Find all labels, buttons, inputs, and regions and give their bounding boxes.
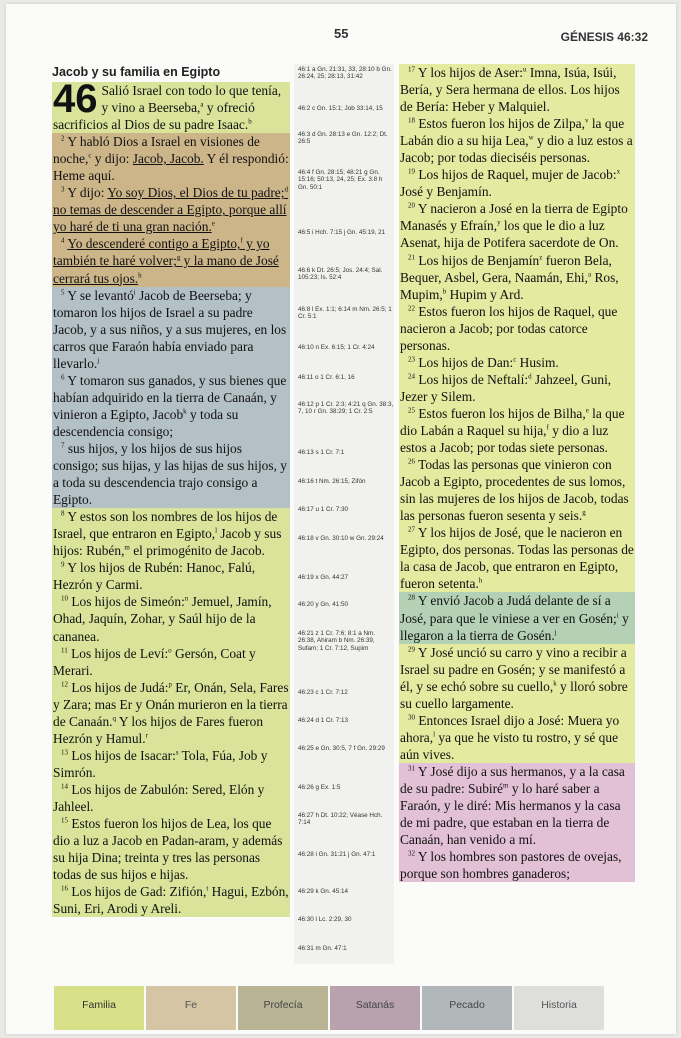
cross-reference: 46:26 g Ex. 1:5: [298, 784, 341, 791]
verse: $^{20}$ Y nacieron a José en la tierra de Egipto Manasés y Efraín,$^y$ los que le dio a luz Asenat, hija de Potifera sacerdote de On.: [399, 200, 635, 251]
verse: $^{22}$ Estos fueron los hijos de Raquel, que nacieron a Jacob; por todas catorce personas.: [399, 303, 635, 354]
verse: $^4$ Yo descenderé contigo a Egipto,$^f$ y yo también te haré volver;$^g$ y la mano de José cerrará tus ojos.$^h$: [52, 235, 290, 286]
verse: $^{17}$ Y los hijos de Aser:$^u$ Imna, Isúa, Isúi, Bería, y Sera hermana de ellos. Los hijos de Bería: Heber y Malquiel.: [399, 64, 635, 115]
legend-swatch-3: Satanás: [330, 986, 420, 1030]
verse: $^3$ Y dijo: Yo soy Dios, el Dios de tu padre;$^d$ no temas de descender a Egipto, porque allí yo haré de ti una gran nación.$^e$: [52, 184, 290, 235]
section-title: Jacob y su familia en Egipto: [52, 65, 221, 79]
cross-reference: 46:16 t Nm. 26:15, Zifón: [298, 478, 366, 485]
verse: $^9$ Y los hijos de Rubén: Hanoc, Falú, Hezrón y Carmi.: [52, 559, 290, 593]
cross-reference: 46:24 d 1 Cr. 7:13: [298, 717, 349, 724]
verse: $^{30}$ Entonces Israel dijo a José: Muera yo ahora,$^l$ ya que he visto tu rostro, y sé que aún vives.: [399, 712, 635, 763]
cross-reference: 46:1 a Gn. 21:31, 33, 28:10 b Gn. 26:24, 25; 28:13, 31:42: [298, 66, 392, 81]
verse: $^{27}$ Y los hijos de José, que le nacieron en Egipto, dos personas. Todas las personas de la casa de Jacob, que entraron en Egipto, fueron setenta.$^h$: [400, 525, 634, 592]
cross-reference: 46:21 z 1 Cr. 7:6; 8:1 a Nm. 26:38, Ahiram b Nm. 26:39, Sufam; 1 Cr. 7:12, Supim: [298, 630, 376, 652]
verse: $^8$ Y estos son los nombres de los hijos de Israel, que entraron en Egipto,$^l$ Jacob y sus hijos: Rubén,$^m$ el primogénito de Jacob.: [52, 508, 290, 559]
verse: $^{18}$ Estos fueron los hijos de Zilpa,$^v$ la que Labán dio a su hija Lea,$^w$ y dio a luz estos a Jacob; por todas dieciséis personas.: [399, 115, 635, 166]
cross-reference: 46:28 i Gn. 31:21 j Gn. 47:1: [298, 851, 376, 858]
legend-swatch-0: Familia: [54, 986, 144, 1030]
left-text-column: [52, 64, 290, 917]
verse: $^6$ Y tomaron sus ganados, y sus bienes que habían adquirido en la tierra de Canaán, y vinieron a Egipto, Jacob$^k$ y toda su descendencia consigo;: [52, 372, 290, 440]
cross-reference-column: [294, 64, 394, 964]
bible-page: [6, 4, 676, 1034]
verse: $^{25}$ Estos fueron los hijos de Bilha,$^e$ la que dio Labán a Raquel su hija,$^f$ y dio a luz estos a Jacob; por todas siete personas.: [399, 405, 635, 456]
cross-reference: 46:6 k Dt. 26:5; Jos. 24:4; Sal. 105:23; Is. 52:4: [298, 267, 383, 282]
verse: $^{29}$ Y José unció su carro y vino a recibir a Israel su padre en Gosén; y se manifestó a él, y se echó sobre su cuello,$^k$ y lloró sobre su cuello largamente.: [399, 644, 635, 712]
verse: $^{16}$ Los hijos de Gad: Zifión,$^t$ Hagui, Ezbón, Suni, Eri, Arodi y Areli.: [53, 884, 289, 917]
left-verses: [52, 77, 290, 917]
verse: $^{12}$ Los hijos de Judá:$^p$ Er, Onán, Sela, Fares y Zara; mas Er y Onán murieron en la tierra de Canaán.$^q$ Y los hijos de Fares fueron Hezrón y Hamul.$^r$: [53, 679, 289, 746]
cross-reference: 46:25 e Gn. 30:5, 7 f Gn. 29:29: [298, 745, 385, 752]
cross-reference: 46:2 c Gn. 15:1; Job 33:14, 15: [298, 105, 383, 112]
verse: $^{23}$ Los hijos de Dan:$^c$ Husim.: [399, 354, 635, 371]
cross-reference: 46:13 s 1 Cr. 7:1: [298, 449, 345, 456]
verse: $^5$ Y se levantó$^i$ Jacob de Beerseba; y tomaron los hijos de Israel a su padre Jacob, y a sus niños, y a sus mujeres, en los carros que Faraón había enviado para llevarlo.$^j$: [52, 287, 290, 372]
page-number: 55: [334, 26, 349, 41]
running-head: GÉNESIS 46:32: [560, 30, 648, 44]
cross-reference: 46:23 c 1 Cr. 7:12: [298, 689, 348, 696]
verse: $^{15}$ Estos fueron los hijos de Lea, los que dio a luz a Jacob en Padan-aram, y además su hija Dina; treinta y tres las personas todas de sus hijos e hijas.: [52, 815, 290, 883]
cross-reference: 46:8 l Ex. 1:1; 6:14 m Nm. 26:5; 1 Cr. 5:1: [298, 306, 392, 321]
right-text-column: [399, 64, 635, 882]
cross-reference: 46:5 i Hch. 7:15 j Gn. 45:19, 21: [298, 229, 386, 236]
cross-reference: 46:29 k Gn. 45:14: [298, 888, 349, 895]
verse: $^{14}$ Los hijos de Zabulón: Sered, Elón y Jahleel.: [52, 781, 290, 815]
cross-reference: 46:10 n Ex. 6:15; 1 Cr. 4:24: [298, 344, 375, 351]
cross-reference: 46:18 v Gn. 30:10 w Gn. 29:24: [298, 535, 384, 542]
cross-reference: 46:4 f Gn. 28:15; 48:21 g Gn. 15:16; 50:13, 24, 25; Ex. 3:8 h Gn. 50:1: [298, 169, 383, 191]
verse: $^{10}$ Los hijos de Simeón:$^n$ Jemuel, Jamín, Ohad, Jaquín, Zohar, y Saúl hijo de la cananea.: [52, 593, 290, 644]
verse: $^{32}$ Y los hombres son pastores de ovejas, porque son hombres ganaderos;: [399, 848, 635, 882]
legend-swatch-1: Fe: [146, 986, 236, 1030]
cross-reference: 46:31 m Gn. 47:1: [298, 945, 347, 952]
verse: $^7$ sus hijos, y los hijos de sus hijos consigo; sus hijas, y las hijas de sus hijos, y a toda su descendencia trajo consigo a Egipto.: [52, 440, 290, 508]
cross-reference: 46:11 o 1 Cr. 6:1, 16: [298, 374, 355, 381]
right-verses: [399, 64, 635, 882]
cross-reference: 46:30 l Lc. 2:29, 30: [298, 916, 352, 923]
verse: 46 Salió Israel con todo lo que tenía, y vino a Beerseba,$^a$ y ofreció sacrificios al Dios de su padre Isaac.$^b$: [52, 82, 290, 133]
verse: $^2$ Y habló Dios a Israel en visiones de noche,$^c$ y dijo: Jacob, Jacob. Y él respondió: Heme aquí.: [53, 134, 289, 184]
legend-swatch-5: Historia: [514, 986, 604, 1030]
verse: $^{26}$ Todas las personas que vinieron con Jacob a Egipto, procedentes de sus lomos, sin las mujeres de los hijos de Jacob, todas las personas fueron sesenta y seis.$^g$: [399, 456, 635, 524]
chapter-number: 46: [53, 77, 98, 121]
cross-reference: 46:19 x Gn. 44:27: [298, 574, 349, 581]
cross-reference: 46:27 h Dt. 10:22; Véase Hch. 7:14: [298, 812, 383, 827]
cross-reference: 46:12 p 1 Cr. 2:3; 4:21 q Gn. 38:3, 7, 10 r Gn. 38:29; 1 Cr. 2:5: [298, 401, 394, 416]
verse: $^{24}$ Los hijos de Neftalí:$^d$ Jahzeel, Guni, Jezer y Silem.: [399, 371, 635, 405]
legend-swatch-2: Profecía: [238, 986, 328, 1030]
cross-reference: 46:3 d Gn. 28:13 e Gn. 12:2; Dt. 26:5: [298, 131, 388, 146]
cross-reference: 46:17 u 1 Cr. 7:30: [298, 506, 349, 513]
verse: $^{19}$ Los hijos de Raquel, mujer de Jacob:$^x$ José y Benjamín.: [399, 166, 635, 200]
verse: $^{13}$ Los hijos de Isacar:$^s$ Tola, Fúa, Job y Simrón.: [52, 747, 290, 781]
verse: $^{31}$ Y José dijo a sus hermanos, y a la casa de su padre: Subiré$^m$ y lo haré saber a Faraón, y le diré: Mis hermanos y la casa de mi padre, que estaban en la tierra de Canaán, han venido a mí.: [399, 763, 635, 848]
verse: $^{28}$ Y envió Jacob a Judá delante de sí a José, para que le viniese a ver en Gosén;$^i$ y llegaron a la tierra de Gosén.$^j$: [399, 592, 635, 643]
verse: $^{11}$ Los hijos de Leví:$^o$ Gersón, Coat y Merari.: [52, 645, 290, 679]
verse: $^{21}$ Los hijos de Benjamín$^z$ fueron Bela, Bequer, Asbel, Gera, Naamán, Ehi,$^a$ Ros, Mupim,$^b$ Hupim y Ard.: [399, 252, 635, 303]
legend-swatch-4: Pecado: [422, 986, 512, 1030]
cross-reference: 46:20 y Gn. 41:50: [298, 601, 349, 608]
